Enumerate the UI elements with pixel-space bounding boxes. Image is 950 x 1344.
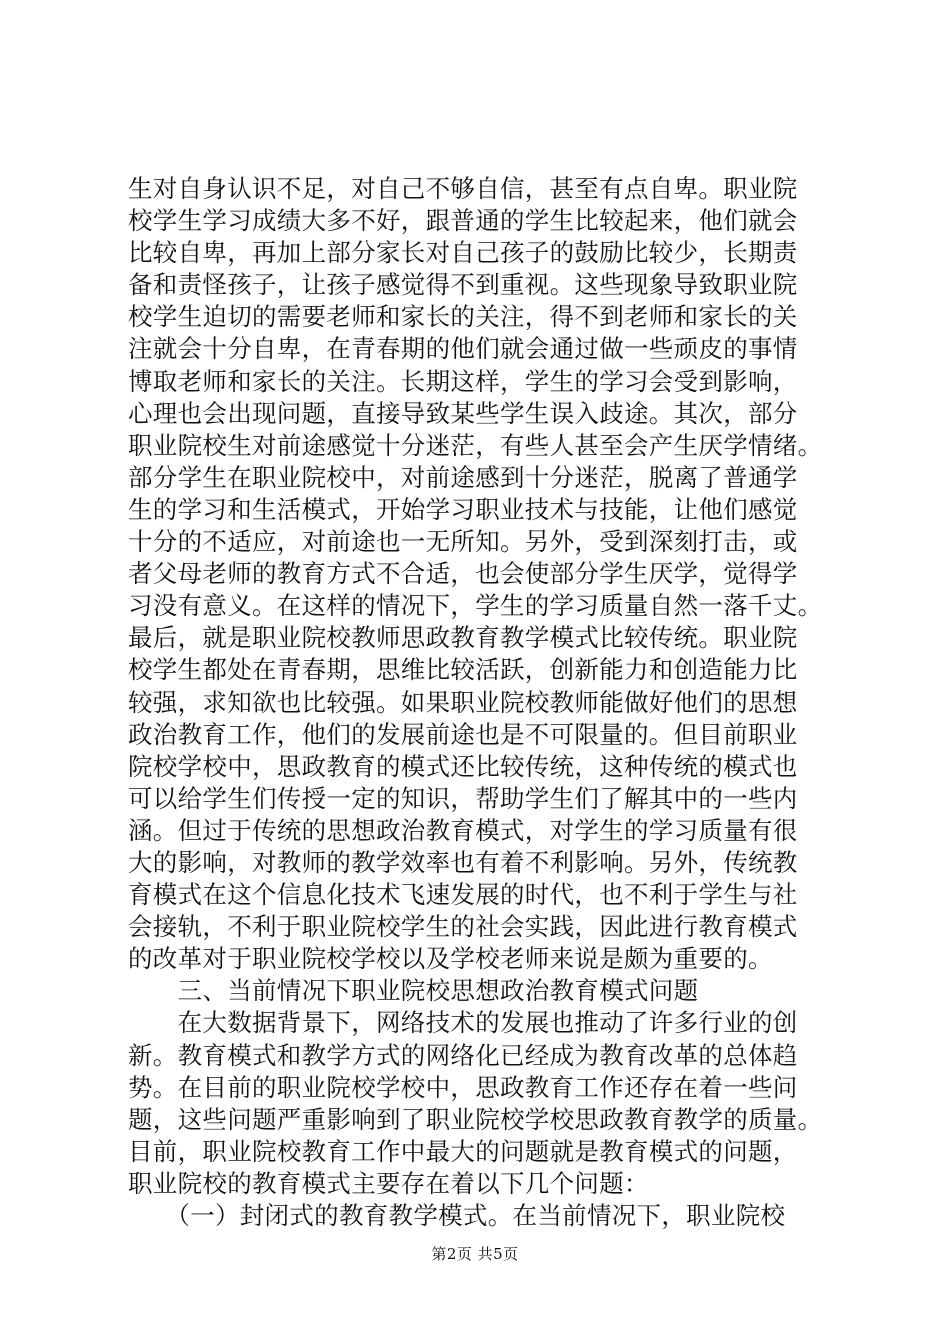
section-heading: 三、当前情况下职业院校思想政治教育模式问题 [128, 976, 699, 1006]
text-line: 校学生迫切的需要老师和家长的关注，得不到老师和家长的关 [128, 302, 798, 332]
body-text [128, 173, 848, 1232]
text-line: 题，这些问题严重影响到了职业院校学校思政教育教学的质量。 [128, 1104, 823, 1134]
text-line: 注就会十分自卑，在青春期的他们就会通过做一些顽皮的事情 [128, 334, 798, 364]
text-line: 职业院校的教育模式主要存在着以下几个问题： [128, 1168, 649, 1198]
text-line: 校学生都处在青春期，思维比较活跃，创新能力和创造能力比 [128, 655, 798, 685]
text-line: 十分的不适应，对前途也一无所知。另外，受到深刻打击，或 [128, 527, 798, 557]
text-line: 会接轨，不利于职业院校学生的社会实践，因此进行教育模式 [128, 912, 798, 942]
text-line: 较强，求知欲也比较强。如果职业院校教师能做好他们的思想 [128, 687, 798, 717]
text-line: 政治教育工作，他们的发展前途也是不可限量的。但目前职业 [128, 719, 798, 749]
text-line: 新。教育模式和教学方式的网络化已经成为教育改革的总体趋 [128, 1040, 798, 1070]
page-number-footer: 第2页 共5页 [431, 1245, 519, 1263]
text-line: 博取老师和家长的关注。长期这样，学生的学习会受到影响， [128, 366, 798, 396]
text-line: 育模式在这个信息化技术飞速发展的时代，也不利于学生与社 [128, 880, 798, 910]
text-line: 涵。但过于传统的思想政治教育模式，对学生的学习质量有很 [128, 815, 798, 845]
text-line: 生对自身认识不足，对自己不够自信，甚至有点自卑。职业院 [128, 174, 798, 203]
text-line: 职业院校生对前途感觉十分迷茫，有些人甚至会产生厌学情绪。 [128, 430, 823, 460]
text-line: 可以给学生们传授一定的知识，帮助学生们了解其中的一些内 [128, 783, 798, 813]
subsection-line: （一）封闭式的教育教学模式。在当前情况下，职业院校 [128, 1201, 786, 1230]
text-line: 者父母老师的教育方式不合适，也会使部分学生厌学，觉得学 [128, 559, 798, 589]
text-line: 备和责怪孩子，让孩子感觉得不到重视。这些现象导致职业院 [128, 270, 798, 300]
text-line: 生的学习和生活模式，开始学习职业技术与技能，让他们感觉 [128, 494, 798, 524]
text-line: 的改革对于职业院校学校以及学校老师来说是颇为重要的。 [128, 944, 773, 974]
text-line: 最后，就是职业院校教师思政教育教学模式比较传统。职业院 [128, 623, 798, 653]
text-line: 习没有意义。在这样的情况下，学生的学习质量自然一落千丈。 [128, 591, 823, 621]
text-line: 校学生学习成绩大多不好，跟普通的学生比较起来，他们就会 [128, 206, 798, 236]
text-line: 势。在目前的职业院校学校中，思政教育工作还存在着一些问 [128, 1072, 798, 1102]
text-line: 大的影响，对教师的教学效率也有着不利影响。另外，传统教 [128, 847, 798, 877]
text-line: 在大数据背景下，网络技术的发展也推动了许多行业的创 [128, 1008, 798, 1038]
text-line: 院校学校中，思政教育的模式还比较传统，这种传统的模式也 [128, 751, 798, 781]
text-line: 部分学生在职业院校中，对前途感到十分迷茫，脱离了普通学 [128, 462, 798, 492]
text-line: 心理也会出现问题，直接导致某些学生误入歧途。其次，部分 [128, 398, 798, 428]
text-line: 目前，职业院校教育工作中最大的问题就是教育模式的问题， [128, 1136, 798, 1166]
text-line: 比较自卑，再加上部分家长对自己孩子的鼓励比较少，长期责 [128, 238, 798, 268]
